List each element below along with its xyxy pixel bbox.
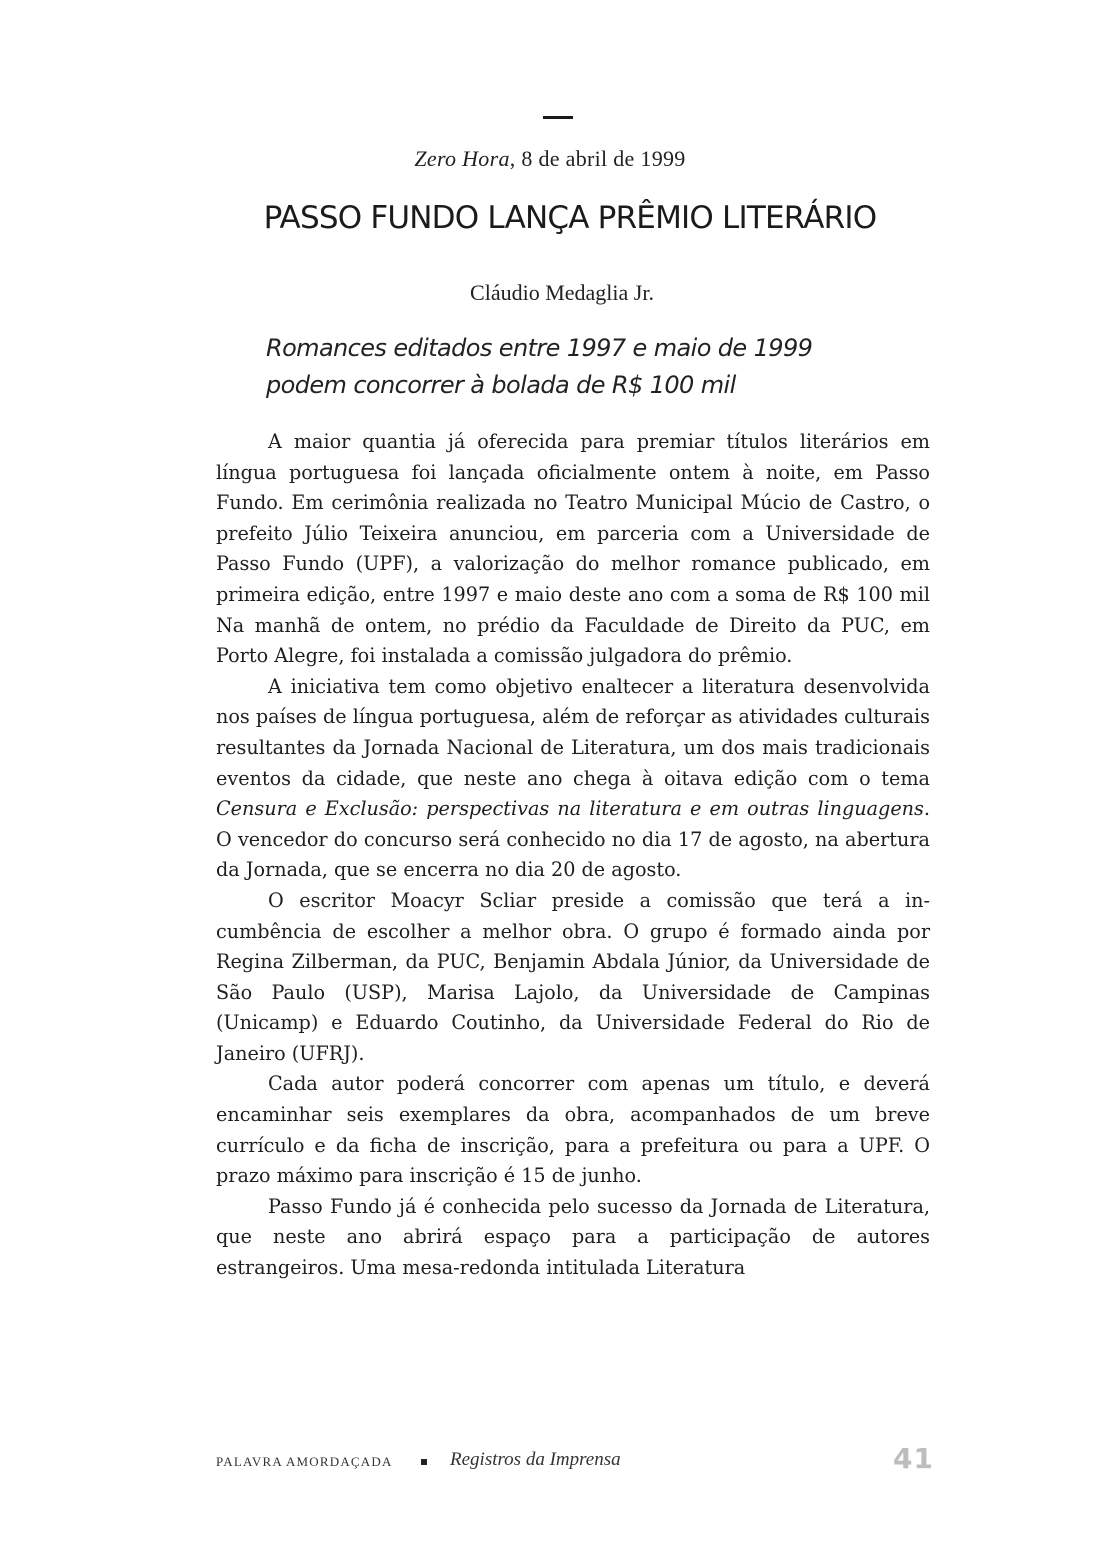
article-headline: PASSO FUNDO LANÇA PRÊMIO LITERÁRIO <box>263 200 877 236</box>
footer-bullet-icon <box>421 1459 427 1465</box>
footer-section-title: Registros da Imprensa <box>450 1449 621 1470</box>
source-line <box>0 146 1100 172</box>
article-subhead: Romances editados entre 1997 e maio de 1999 podem concorrer à bolada de R$ 100 mil <box>266 334 813 399</box>
article-body <box>216 427 930 1284</box>
paragraph-2 <box>216 672 930 886</box>
page-footer <box>216 1442 934 1476</box>
paragraph-5: Passo Fundo já é conhecida pelo sucesso da Jornada de Literatura, que neste ano abrirá espaço para a participação de autores estrangeiros. Uma mesa-redonda intitulada Literatura <box>216 1194 930 1280</box>
paragraph-3: O escritor Moacyr Scliar preside a comissão que terá a incumbência de escolher a melhor obra. O grupo é formado ainda por Regina Zilberman, da PUC, Benjamin Abdala Júnior, da Universidade de São Paulo (USP), Marisa Lajolo, da Universidade de Campinas (Unicamp) e Eduardo Coutinho, da Universidade Federal do Rio de Janeiro (UFRJ). <box>216 888 930 1065</box>
paragraph-4: Cada autor poderá concorrer com apenas um título, e deverá encaminhar seis exemplares da obra, acompanhados de um breve currículo e da ficha de inscrição, para a prefeitura ou para a UPF. O prazo máximo para inscrição é 15 de junho. <box>216 1072 930 1188</box>
page-number: 41 <box>893 1442 934 1475</box>
top-dash <box>543 116 573 119</box>
paragraph-1: A maior quantia já oferecida para premiar títulos literários em língua portuguesa foi lançada oficialmente ontem à noite, em Passo Fundo. Em cerimônia realizada no Teatro Municipal Múcio de Castro, o prefeito Júlio Teixeira anunciou, em parceria com a Universidade de Passo Fundo (UPF), a valorização do melhor romance publicado, em primeira edição, entre 1997 e maio deste ano com a soma de R$ 100 mil Na manhã de ontem, no prédio da Faculdade de Direito da PUC, em Porto Alegre, foi instalada a comissão julgadora do prêmio. <box>216 430 930 668</box>
footer-book-title: PALAVRA AMORDAÇADA <box>216 1454 393 1469</box>
paragraph-2-end: . O vencedor do concurso será conhecido no dia 17 de agosto, na abertura da Jornada, que se encerra no dia 20 de agosto. <box>216 797 930 882</box>
source-date: , 8 de abril de 1999 <box>509 146 686 171</box>
source-newspaper: Zero Hora <box>414 146 510 171</box>
paragraph-2-start: A iniciativa tem como objetivo enaltecer a literatura desenvolvida nos países de língua portuguesa, além de reforçar as atividades culturais resultantes da Jornada Nacional de Literatura, um dos mais tradicionais eventos da cidade, que neste ano chega à oitava edição com o tema <box>216 674 930 790</box>
article-author: Cláudio Medaglia Jr. <box>470 280 654 305</box>
journey-theme: Censura e Exclusão: perspectivas na literatura e em outras linguagens <box>216 797 924 821</box>
